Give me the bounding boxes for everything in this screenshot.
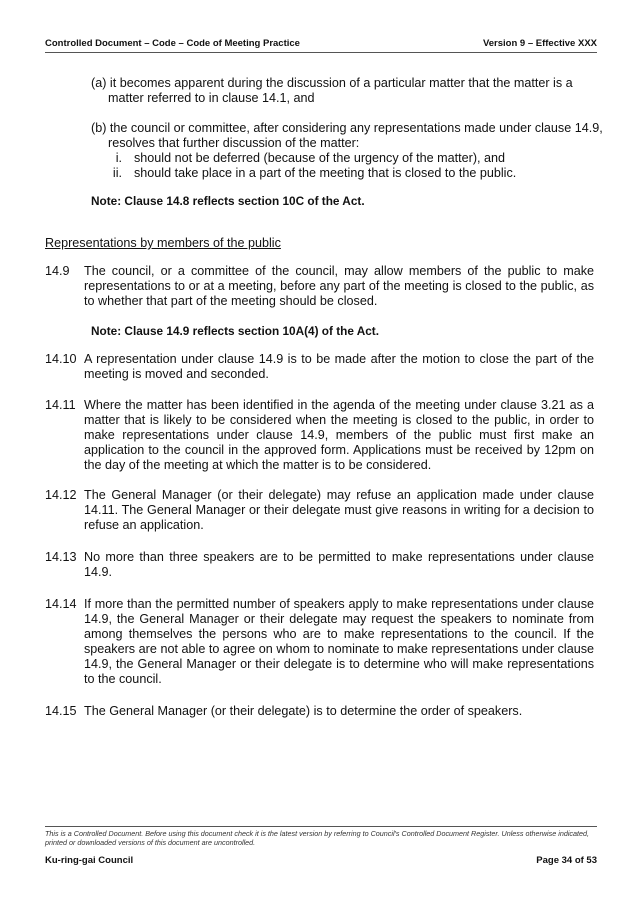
section-heading: Representations by members of the public	[45, 236, 281, 250]
sub-item-b: (b) the council or committee, after considering any representations made under clause 14.9, resolves that further discussion of the matter:	[91, 121, 603, 150]
header-version: Version 9 – Effective XXX	[482, 38, 597, 49]
footer-organisation: Ku-ring-gai Council	[45, 855, 134, 866]
clause-14-10: 14.10 A representation under clause 14.9 is to be made after the motion to close the part of the meeting is moved and seconded.	[45, 352, 594, 381]
clause-14-11: 14.11 Where the matter has been identified in the agenda of the meeting under clause 3.21 as a matter that is likely to be considered when the meeting is closed to the public, in order to make representations under clause 14.9, members of the public must first make an application to the council in the approved form. Applications must be received by 12pm on the day of the meeting at which the matter is to be considered.	[45, 398, 594, 472]
page-footer	[45, 855, 597, 866]
clause-14-12: 14.12 The General Manager (or their delegate) may refuse an application made under clause 14.11. The General Manager or their delegate must give reasons in writing for a decision to refuse an application.	[45, 488, 594, 532]
page-header	[45, 38, 597, 49]
footer-divider	[45, 826, 597, 827]
footer-page-number: Page 34 of 53	[536, 855, 597, 866]
note-clause-14-9: Note: Clause 14.9 reflects section 10A(4) of the Act.	[91, 324, 380, 338]
clause-14-14: 14.14 If more than the permitted number of speakers apply to make representations under clause 14.9, the General Manager or their delegate may request the speakers to nominate from among themselves the persons who are to make representations to the council. If the speakers are not able to agree on whom to nominate to make representations under clause 14.9, the General Manager or their delegate is to determine who will make representations to the council.	[45, 597, 594, 686]
header-divider	[45, 52, 597, 53]
roman-item-ii: ii. should take place in a part of the meeting that is closed to the public.	[112, 166, 517, 180]
sub-item-a: (a) it becomes apparent during the discussion of a particular matter that the matter is a matter referred to in clause 14.1, and	[91, 76, 573, 105]
clause-14-13: 14.13 No more than three speakers are to be permitted to make representations under clause 14.9.	[45, 550, 594, 579]
clause-14-9: 14.9 The council, or a committee of the council, may allow members of the public to make representations to or at a meeting, before any part of the meeting is closed to the public, as to whether that part of the meeting should be closed.	[45, 264, 594, 308]
roman-item-i: i. should not be deferred (because of the urgency of the matter), and	[115, 151, 506, 165]
note-clause-14-8: Note: Clause 14.8 reflects section 10C of the Act.	[91, 194, 365, 208]
header-document-title: Controlled Document – Code – Code of Meeting Practice	[45, 38, 300, 49]
footer-disclaimer: This is a Controlled Document. Before using this document check it is the latest version by referring to Council's Controlled Document Register. Unless otherwise indicated, printed or downloaded versions of this document are uncontrolled.	[45, 829, 590, 847]
clause-14-15: 14.15 The General Manager (or their delegate) is to determine the order of speakers.	[45, 704, 523, 718]
